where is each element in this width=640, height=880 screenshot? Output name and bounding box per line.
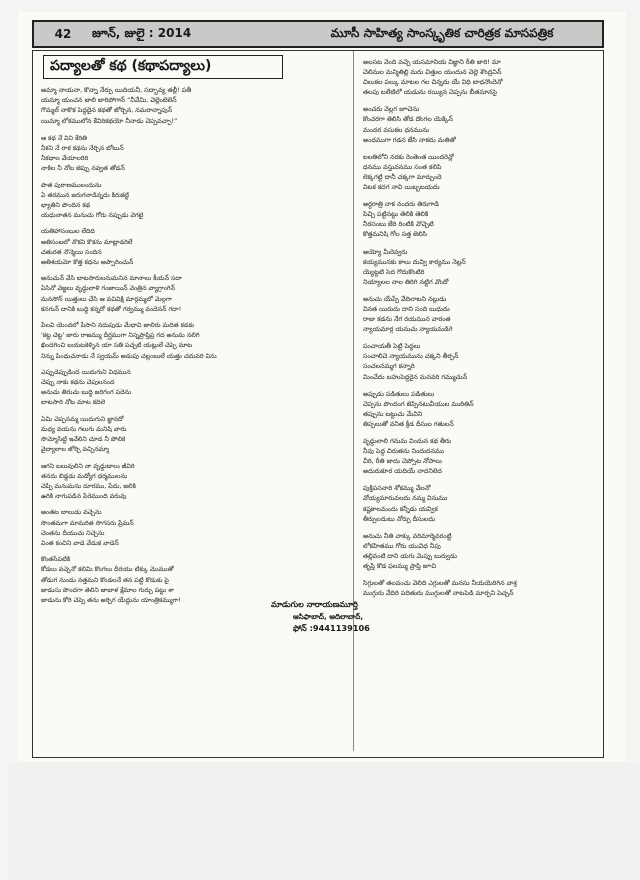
verse-line: యిమ్మా లోకములోన కేవిరికథయో నీనాడు చెప్పవచ్చా!” bbox=[41, 116, 178, 125]
verse-line: తప్పును బట్టుచు మేవిని bbox=[363, 409, 423, 418]
verse-line: తీర్పులదుటు నోర్పు దీసులదు bbox=[363, 514, 436, 523]
verse-line: పిచ్చి పట్టినట్టు తెలికి తెలికి bbox=[363, 210, 429, 219]
stanza bbox=[41, 134, 345, 175]
verse-line: నీకధాల వేయాలరిరి bbox=[41, 155, 89, 163]
verse-line: మించేదు బహుపెద్దరైన మనవరి గమ్ముచున్ bbox=[363, 372, 468, 381]
intro-stanza bbox=[41, 85, 345, 126]
verse-line: పేలవి యెందలో పేసాని నదుపుడు మేధావి జాలిరు మదిత కడకు bbox=[41, 322, 195, 330]
verse-line: ఏ తరమున జరుగనాడిన్నదు కిరుకట్టి bbox=[41, 191, 130, 199]
verse-line: భ్యాతిని పొందిన కథ bbox=[41, 202, 91, 210]
page-number: 42 bbox=[54, 27, 72, 41]
verse-line: 'కట్ట చెట్ట' జారు రాజమ్ము దీర్ఘముగా నిస్నప్రాప్తిప్ర గద అనుమ నలిగి bbox=[41, 332, 200, 340]
verse-line: చెంతను దీయుచు నిచ్చెను bbox=[41, 529, 105, 537]
stanza bbox=[363, 294, 599, 334]
verse-line: న్యాయమార్గ యనుచు న్యాయమడిగె bbox=[363, 325, 453, 334]
verse-line: అదురుకూర యదియే నాదనిలెద bbox=[363, 467, 442, 476]
stanza bbox=[363, 341, 599, 381]
verse-line: అతిసంబలో నొకని కొకను మాట్లాడరిలే bbox=[41, 238, 133, 246]
verse-line: సిగ్గులతో తలవంచు వెలిది ఎగ్గులతో మనసు నీయయెరిగిన వాశ్ర bbox=[363, 579, 517, 588]
verse-line: తృప్తి కొడ ఫలమ్ము ప్రాప్తి జూచి bbox=[363, 562, 437, 571]
verse-line: పంచాయతీ పెట్టి పెద్దలు bbox=[363, 342, 421, 351]
verse-line: రాజు కడను నేగ రయమున వారంత bbox=[363, 315, 451, 324]
verse-line: అయ్యో మీరెవ్వరు bbox=[363, 247, 408, 256]
verse-line: కోడలు వచ్చెనో కలిమి కొంగలు దీరయు టిక్కు మొముతో bbox=[41, 566, 174, 574]
verse-line: కష్టకాలమందు కన్నీడు యవ్విక bbox=[363, 504, 438, 513]
verse-line: వోయ్యమారువలదు నమ్మ వినుము bbox=[363, 494, 448, 503]
verse-line: నాకిల నీ నోట జెప్పు నవ్వత తోడన్ bbox=[41, 165, 125, 173]
stanza bbox=[363, 578, 599, 598]
verse-line: తల్లివంటి దాని యగు మెప్పు బుర్వుడు bbox=[363, 551, 457, 560]
verse-line: అతిశయమో కొత్త కధను అప్పారించున్ bbox=[41, 259, 134, 267]
right-stanza-list bbox=[363, 57, 599, 598]
verse-line: అనుచున్ వేసి బాటసారులనుమనిన మానాలు కీయన్ సదా bbox=[41, 275, 182, 283]
issue-date: జూన్, జులై : 2014 bbox=[92, 25, 192, 40]
verse-line: చతురత నొన్మెయి సందిన bbox=[41, 248, 102, 256]
verse-line: యతిహాసంబుల లేదిది bbox=[41, 228, 95, 236]
stanza bbox=[363, 531, 599, 571]
verse-line: విటక కదగ నావి యిబ్బబయదు bbox=[363, 183, 440, 192]
stanza bbox=[41, 368, 345, 409]
verse-line: అంతట బాలుడు వచ్చెను bbox=[41, 509, 102, 517]
article-title: పద్యాలతో కథ (కథాపద్యాలు) bbox=[43, 55, 283, 79]
verse-line: కొత్తమనిషి గోల సత్త జెలిసి bbox=[363, 230, 428, 239]
verse-line: ఏసినో వెజ్జలు వృద్ధులాళి గంజాయిన్ వెంత్రిన వ్యాగ్రాంగిన్ bbox=[41, 285, 176, 293]
stanza bbox=[363, 104, 599, 144]
stanza bbox=[41, 321, 345, 362]
verse-line: నీకని నే రాక కథను నేర్చిన బోటున్ bbox=[41, 145, 124, 153]
verse-line: అనుచు యేప్పే వేదిలాబని నల్లుడు bbox=[363, 294, 447, 303]
verse-line: కొంచరగా తెలిసి తోడ దొంగల యెక్కిన్ bbox=[363, 115, 453, 124]
verse-line: ఖిందగించి బయటకెళ్ళిన యా సతి పచ్చటి యట్లులే చెప్పె మాట bbox=[41, 342, 193, 350]
verse-line: ధనము వస్తువనము సంత కలిపి bbox=[363, 162, 442, 171]
stanza bbox=[41, 415, 345, 456]
verse-line: తోడుగ నుండు నత్తమని కొండలనే తన పట్టి కొడుకు పై bbox=[41, 576, 169, 584]
verse-line: ఎప్పుడెప్పుడింద యిదుగుని విధమున bbox=[41, 368, 131, 376]
magazine-page bbox=[18, 12, 626, 762]
right-column bbox=[363, 57, 599, 605]
stanza bbox=[363, 483, 599, 523]
page-bottom-margin bbox=[8, 762, 640, 880]
author-name: మాడుగుల నారాయణమూర్తి bbox=[271, 600, 358, 609]
verse-line: నియ్యాలల నాల తిరిగి నట్టిగ వొందో bbox=[363, 277, 449, 286]
left-column bbox=[41, 55, 345, 612]
verse-line: వింత కంచిని వాడె వేడుక వాడెన్ bbox=[41, 539, 119, 547]
verse-line: యమ్మా యంచన జాలి జారిపోగాన్ “నీవేమి, చెల్లెంబెలెన్ bbox=[41, 96, 177, 105]
stanza bbox=[363, 436, 599, 476]
verse-line: జాడును కోరి చెప్పె తను అర్చిగ యేద్దును యాంత్రికమ్ముగా! bbox=[41, 596, 181, 604]
verse-line: చిలుకల పల్కు మాటల గల చిన్నదు యే విధి బాధనొందెనో bbox=[363, 78, 503, 87]
verse-line: అమ్మా నాయనా, కొన్నా నేర్పు యిదియనీ, సద్భావ్య తల్లీ! పతీ bbox=[41, 86, 192, 94]
verse-line: అందముగా గడన జేసి నాకదు మతితో bbox=[363, 135, 456, 144]
verse-line: ముగ్గురు వేదిరి పదితురు ముగ్గులతో నాటపెడి మార్పని పెచ్చన్ bbox=[363, 589, 514, 598]
author-place: ఆసిఫాబాద్, ఆదిలాబాద్, bbox=[293, 612, 364, 621]
article-frame bbox=[32, 50, 604, 758]
verse-line: ఏమి చెప్పనమ్మ యిదుగుని జ్ఞానదో bbox=[41, 415, 124, 423]
verse-line: అనుచు నీతి వాక్కు వరిమార్మెవరంట్టి bbox=[363, 531, 452, 540]
verse-line: తలపు బలేటిలో యడును రయ్యిన చెప్పను బీతమానసై bbox=[363, 88, 497, 97]
stanza bbox=[41, 508, 345, 549]
verse-line: సొంతమగా మామరిత సొగసరు ప్రేమన్ bbox=[41, 519, 134, 527]
verse-line: చెప్పు నాకు కథను చెపులనంద bbox=[41, 379, 115, 387]
verse-line: గొమ్మల్ నాకొక పెద్దదైన కథతో జోర్చిన, నమరాన్నాపున్ bbox=[41, 106, 173, 115]
stanza bbox=[363, 199, 599, 239]
verse-line: చీరి, రీతి జాదు చెప్పోట నోపాలు bbox=[363, 457, 442, 466]
verse-line: కనగున్ దానికి బుద్ధి కన్నరో కథతో గర్వమ్ము వందెనన్ గదా! bbox=[41, 305, 182, 313]
verse-line: నీవు పెద్ద చిరుతను నిందుదనము bbox=[363, 447, 444, 456]
verse-line: య్యెట్టటి సెద గొదుకొంటిరి bbox=[363, 267, 425, 276]
verse-line: చెలిమల మన్మితిల్లి మరు చిత్తుల యందున చెల్లె శౌంద్రవిన్ bbox=[363, 68, 502, 77]
stanza bbox=[41, 227, 345, 268]
page-header bbox=[32, 20, 604, 48]
stanza bbox=[41, 462, 345, 503]
verse-line: మందర వసుకల ధనమును bbox=[363, 125, 430, 134]
verse-line: మధ్య వయను గలుగు మనిషి వారు bbox=[41, 425, 127, 433]
verse-line: అర్ధరాత్రి నాక నందరు తిరుగాడి bbox=[363, 200, 439, 209]
verse-line: నీరసంబు జేరి రింటికి వొచ్చెటి bbox=[363, 220, 434, 229]
author-phone: ఫోన్ :9441139106 bbox=[293, 623, 370, 633]
verse-line: వైద్యాలాల జోర్చి వచ్చినమ్మా bbox=[41, 446, 110, 454]
verse-line: సంచాలిచె న్యాయమును చక్కని తీర్పన్ bbox=[363, 352, 459, 361]
stanza bbox=[363, 152, 599, 192]
stanza bbox=[363, 247, 599, 287]
verse-line: కయ్యమునకు కాలు దువ్వి కార్యము నెల్లన్ bbox=[363, 257, 466, 266]
left-stanza-list bbox=[41, 134, 345, 606]
verse-line: తనదు బిడ్డడు మద్యోగ ధర్మములను bbox=[41, 472, 128, 480]
verse-line: పుక్తిపసనారి శోకమ్ము వేలనో bbox=[363, 484, 431, 493]
verse-line: వృద్ధులాలి గనుమ విందున కథ తీరు bbox=[363, 437, 452, 445]
verse-line: లోకహితము గోరు యువిధ నీపు bbox=[363, 541, 441, 550]
stanza bbox=[363, 389, 599, 429]
verse-line: చెప్పి మనుమను దూరము, పేదు, జలికి bbox=[41, 482, 136, 490]
verse-line: మనసోన్ యిత్తులు చేసి ఆ వచివిక్షి మార్గమ్మలో మెల్గగా bbox=[41, 295, 172, 303]
verse-line: బాటసారి నోట మాట కదిలె bbox=[41, 399, 105, 407]
verse-line: అప్పుడు పడితులు పడితులు bbox=[363, 389, 435, 398]
verse-line: ఉరికి నాగుపడిన పేరెముంది వరువు bbox=[41, 493, 127, 501]
verse-line: ఐలతిలోని నరకు రెంతెంత యిందరెన్లో bbox=[363, 152, 454, 161]
verse-line: ఆగని బలువులిని నా వృద్ధుడాలు జీవిరి bbox=[41, 462, 135, 470]
magazine-name: మూసీ సాహిత్య సాంస్కృతిక చారిత్రక మాసపత్రిక bbox=[330, 25, 554, 40]
stanza bbox=[363, 57, 599, 97]
column-divider bbox=[353, 51, 354, 751]
stanza bbox=[41, 274, 345, 315]
verse-line: కొంతసేపటికి bbox=[41, 556, 71, 564]
verse-line: అలసట వెంది వచ్చె యసమానియ విజ్ఞాని రీతి జారి! మా bbox=[363, 58, 501, 66]
verse-line: వినత యిరుదు దాని సంది బుధుదు bbox=[363, 304, 450, 313]
verse-line: జాడుసు పొందగా తెలిని జాబాళ క్షేమాల గుర్చు పట్టు శా bbox=[41, 586, 174, 594]
verse-line: సంచలనమ్మగ కన్నారి bbox=[363, 362, 415, 371]
verse-line: నిన్ను పింధుచనాడు నే స్వయమ్ అడుపు చల్లంబులే యత్తు చదువరి విను bbox=[41, 352, 217, 360]
verse-line: చెప్పను పొందంగ జెప్పినటువీయుల మురితిన్ bbox=[363, 399, 474, 408]
verse-line: అంచరు వెల్లగ జూచెను bbox=[363, 105, 420, 114]
verse-line: లెక్కగట్టి దానీ చక్కగా మార్చుందె bbox=[363, 172, 442, 181]
author-signature bbox=[271, 599, 401, 634]
verse-line: యధునాతన మనుచు గోరు నప్పుడు వెగటై bbox=[41, 212, 144, 220]
stanza bbox=[41, 181, 345, 222]
verse-line: సొమ్మోసిట్టి ఇవేలిని చూడ నీ పోలికె bbox=[41, 436, 126, 444]
verse-line: పాత పురాణములందును bbox=[41, 181, 102, 189]
verse-line: ఆ కథ నే విని కేరితి bbox=[41, 134, 88, 142]
verse-line: తిప్పలుతో వనిత క్రీడ దీసుల గతులన్ bbox=[363, 419, 454, 428]
verse-line: అనుచు తిరుచు బుద్ధి జరిగంగ పదెను bbox=[41, 389, 132, 397]
